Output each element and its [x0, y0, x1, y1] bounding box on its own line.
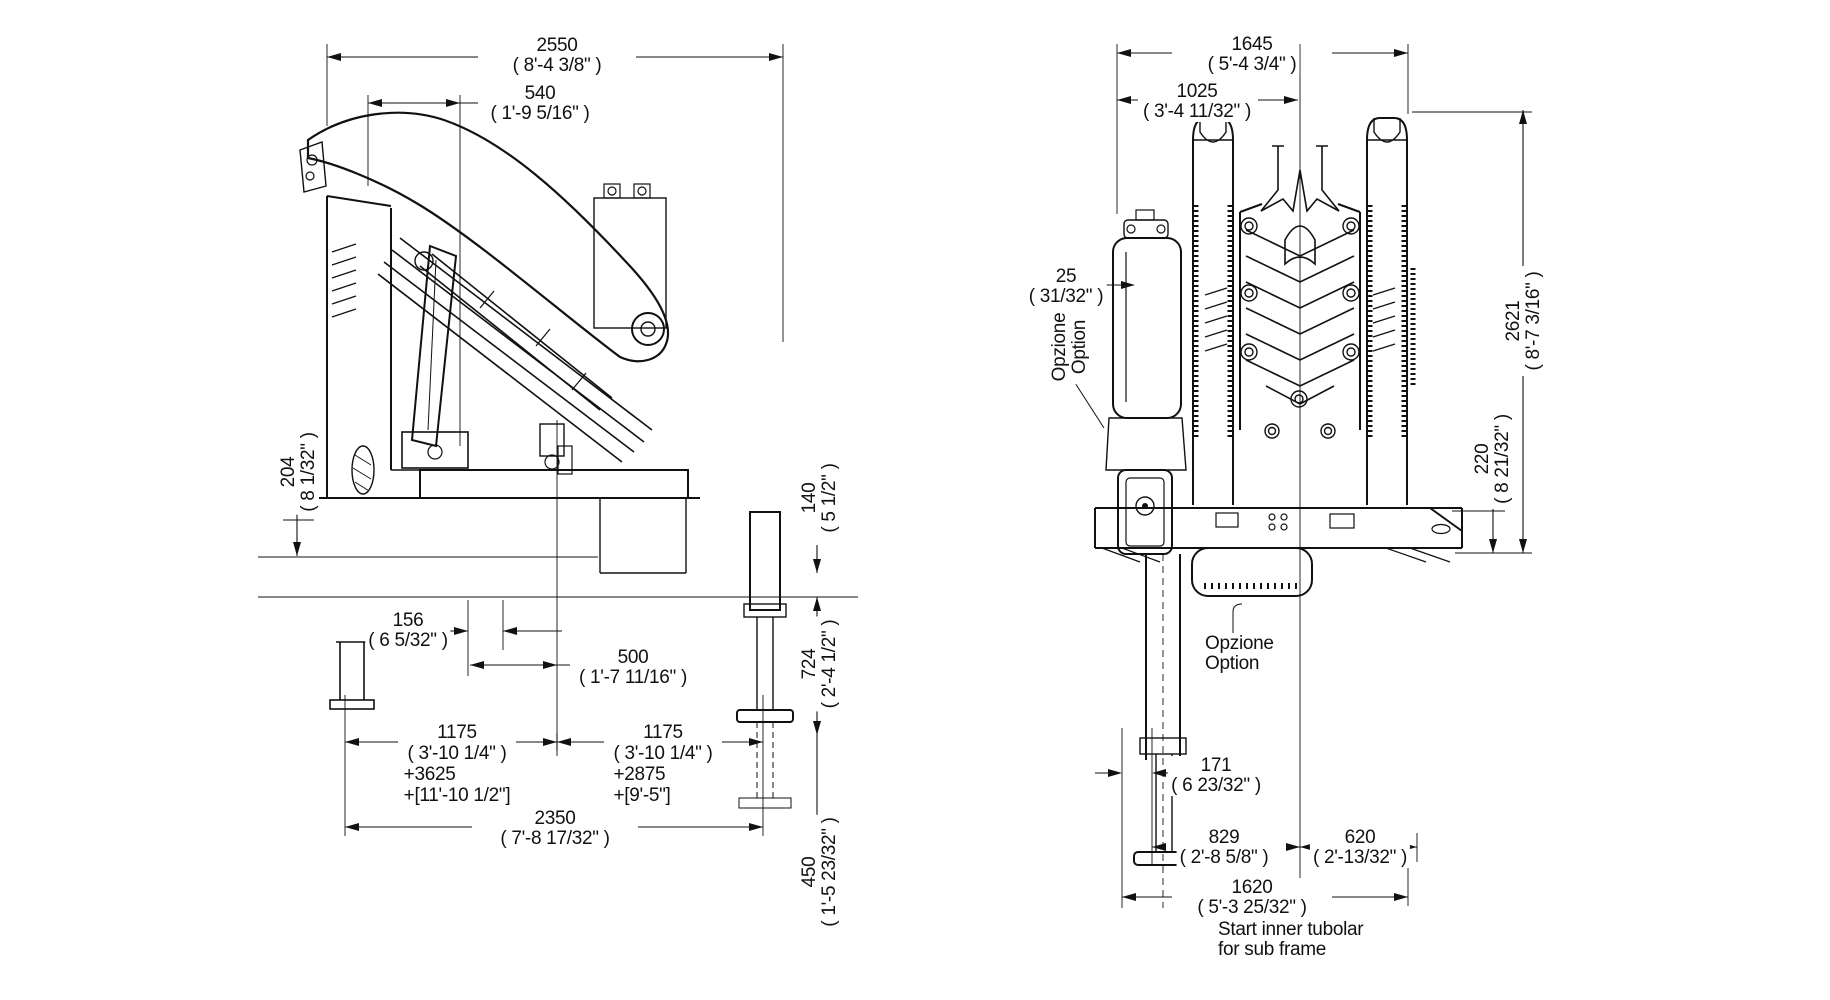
dim-1025-label	[1140, 82, 1254, 122]
dim-value: 1620	[1231, 877, 1273, 898]
dim-220-label	[1473, 411, 1513, 507]
dim-500-label	[576, 648, 690, 688]
note-line2: for sub frame	[1218, 939, 1327, 960]
dim-imperial: ( 1'-7 11/16" )	[579, 667, 687, 688]
column-vent-slats	[332, 244, 356, 317]
dim-imperial: ( 5'-4 3/4" )	[1207, 54, 1297, 75]
option-line2: Option	[1205, 653, 1260, 674]
dim-value: 620	[1344, 827, 1376, 848]
dim-value: 1645	[1231, 34, 1273, 55]
dim-value: 156	[392, 610, 424, 631]
dim-value: 220	[1472, 443, 1493, 475]
dim-imperial: ( 1'-9 5/16" )	[490, 103, 590, 124]
dim-204-label	[279, 429, 319, 514]
dim-140-label	[800, 460, 840, 535]
dim-1645-label	[1205, 35, 1300, 75]
dim-724-label	[800, 617, 840, 712]
dim-imperial: ( 1'-5 23/32" )	[819, 817, 840, 927]
dim-imperial: ( 8'-7 3/16" )	[1523, 271, 1544, 371]
dim-540-label	[487, 84, 592, 124]
dim-2621-label	[1504, 268, 1544, 373]
dim-1620-label	[1194, 878, 1309, 918]
option-line1: Opzione	[1205, 633, 1274, 654]
dim-829-label	[1177, 828, 1272, 868]
option-line1: Opzione	[1049, 312, 1070, 382]
dim-450-label	[800, 814, 840, 929]
dim-value: 2350	[534, 808, 576, 829]
dim-25-label	[1026, 267, 1107, 307]
dim-extended-value: +3625	[403, 764, 456, 785]
dim-extended-imperial: +[11'-10 1/2"]	[403, 785, 511, 806]
oil-tank	[1113, 210, 1181, 418]
side-outrigger	[737, 512, 793, 808]
option-bottom-leader	[1233, 604, 1242, 633]
dim-extended-value: +2875	[613, 764, 666, 785]
dim-imperial: ( 6 5/32" )	[368, 630, 448, 651]
dim-value: 1025	[1176, 81, 1218, 102]
dim-imperial: ( 3'-10 1/4" )	[613, 743, 713, 764]
dim-imperial: ( 7'-8 17/32" )	[500, 828, 610, 849]
dim-1175-right-label	[610, 722, 715, 806]
dim-156-label	[365, 611, 450, 651]
dim-value: 204	[278, 456, 299, 488]
dim-imperial: ( 2'-4 1/2" )	[819, 619, 840, 709]
option-line2: Option	[1069, 319, 1090, 375]
dim-imperial: ( 5 1/2" )	[819, 463, 840, 533]
dim-2550-label	[510, 36, 605, 76]
dim-imperial: ( 8 1/32" )	[298, 432, 319, 512]
dim-171-label	[1168, 756, 1264, 796]
dim-imperial: ( 3'-4 11/32" )	[1143, 101, 1251, 122]
dim-imperial: ( 2'-8 5/8" )	[1179, 847, 1269, 868]
dim-1175-left-label	[401, 722, 514, 806]
side-view-drawing	[258, 113, 858, 808]
dim-value: 25	[1055, 266, 1077, 287]
dim-imperial: ( 2'-13/32" )	[1312, 847, 1408, 868]
dim-value: 540	[524, 83, 556, 104]
dim-value: 171	[1200, 755, 1232, 776]
dim-value: 829	[1208, 827, 1240, 848]
option-left-label	[1050, 310, 1090, 385]
dim-imperial: ( 5'-3 25/32" )	[1197, 897, 1307, 918]
dim-value: 1175	[437, 722, 477, 743]
dim-imperial: ( 3'-10 1/4" )	[407, 743, 507, 764]
note-line1: Start inner tubolar	[1218, 919, 1364, 940]
dim-extended-imperial: +[9'-5"]	[613, 785, 671, 806]
dim-value: 500	[617, 647, 649, 668]
dim-imperial: ( 8 21/32" )	[1492, 414, 1513, 504]
dim-value: 140	[799, 482, 820, 514]
base-frame	[1095, 508, 1462, 596]
dim-value: 724	[799, 648, 820, 680]
side-view-dimensions	[283, 44, 821, 836]
dim-imperial: ( 31/32" )	[1028, 286, 1104, 307]
dim-620-label	[1310, 828, 1410, 868]
dim-imperial: ( 8'-4 3/8" )	[512, 55, 602, 76]
rear-view-drawing	[1068, 44, 1462, 908]
dim-value: 1175	[643, 722, 683, 743]
dim-imperial: ( 6 23/32" )	[1171, 775, 1261, 796]
subframe-note	[1215, 920, 1366, 960]
side-left-jack	[330, 642, 374, 709]
dim-value: 2550	[536, 35, 578, 56]
dim-2350-label	[497, 809, 612, 849]
option-bottom-label	[1202, 634, 1277, 674]
dim-value: 2621	[1503, 300, 1524, 342]
dim-value: 450	[799, 856, 820, 888]
